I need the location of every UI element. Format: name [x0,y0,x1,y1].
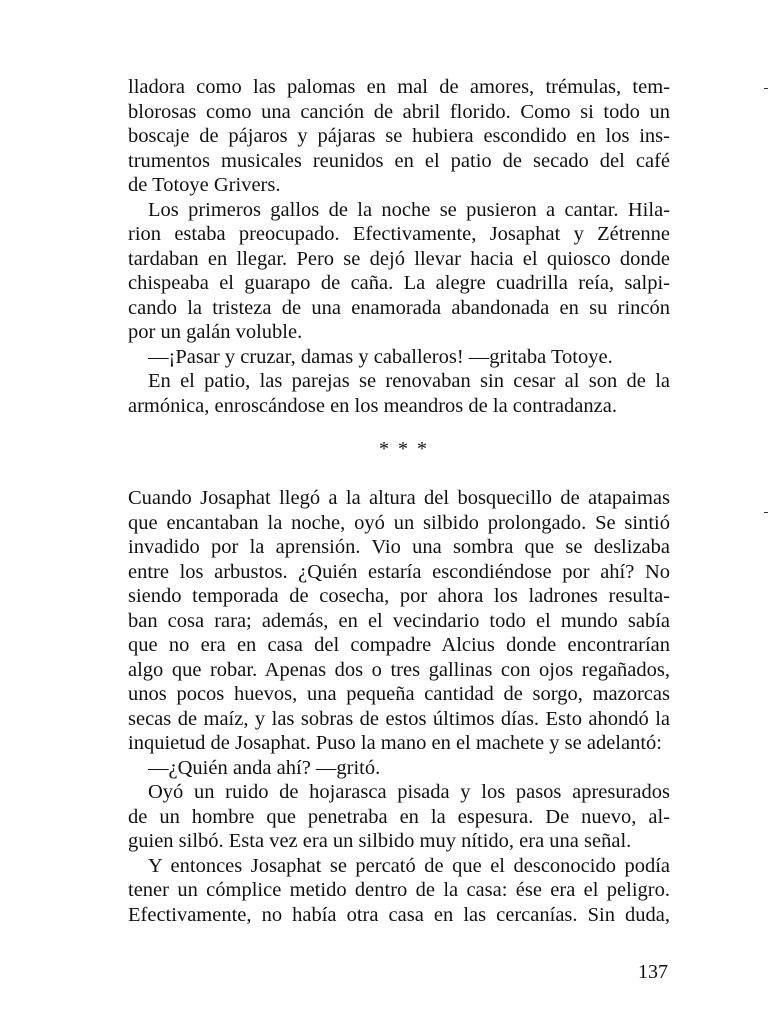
text-line: ban cosa rara; además, en el vecindario todo el mundo sabía [128,609,670,632]
text-line: chispeaba el guarapo de caña. La alegre cuadrilla reía, salpi- [128,272,670,294]
section-separator: * * * [379,438,429,460]
text-line: algo que robar. Apenas dos o tres gallinas con ojos regañados, [128,658,670,681]
text-line: que encantaban la noche, oyó un silbido prolongado. Se sintió [128,511,670,534]
text-line: tardaban en llegar. Pero se dejó llevar hacia el quiosco donde [128,247,670,270]
text-line: blorosas como una canción de abril florido. Como si todo un [128,100,670,123]
text-line: trumentos musicales reunidos en el patio de secado del café [128,149,670,172]
text-line: de Totoye Grivers. [128,174,281,196]
text-line: Oyó un ruido de hojarasca pisada y los pasos apresurados [148,781,670,803]
text-line: rion estaba preocupado. Efectivamente, Josaphat y Zétrenne [128,223,670,245]
text-line: Y entonces Josaphat se percató de que el desconocido podía [148,854,670,877]
text-line: Los primeros gallos de la noche se pusieron a cantar. Hila- [148,198,670,221]
text-line: secas de maíz, y las sobras de estos últimos días. Esto ahondó la [128,707,670,730]
text-line: unos pocos huevos, una pequeña cantidad de sorgo, mazorcas [128,683,670,705]
page-number: 137 [638,961,668,983]
text-line: lladora como las palomas en mal de amores, trémulas, tem- [128,76,670,98]
text-line: Cuando Josaphat llegó a la altura del bosquecillo de atapaimas [128,487,670,509]
text-line: que no era en casa del compadre Alcius donde encontrarían [128,634,670,656]
text-line: siendo temporada de cosecha, por ahora los ladrones resulta- [128,585,670,607]
text-section-after-break [128,486,670,927]
text-line: —¡Pasar y cruzar, damas y caballeros! —gritaba Totoye. [148,345,613,368]
text-line: —¿Quién anda ahí? —gritó. [148,756,381,779]
text-line: tener un cómplice metido dentro de la casa: ése era el peligro. [128,879,670,901]
text-line: invadido por la aprensión. Vio una sombra que se deslizaba [128,536,670,558]
text-line: guien silbó. Esta vez era un silbido muy nítido, era una señal. [128,830,632,852]
text-line: de un hombre que penetraba en la espesura. De nuevo, al- [128,805,670,828]
text-line: En el patio, las parejas se renovaban sin cesar al son de la [148,370,670,392]
text-line: armónica, enroscándose en los meandros de la contradanza. [128,394,617,417]
text-line: Efectivamente, no había otra casa en las cercanías. Sin duda, [128,903,670,926]
scan-edge-mark [764,512,768,513]
text-line: entre los arbustos. ¿Quién estaría escondiéndose por ahí? No [128,560,670,583]
text-line: inquietud de Josaphat. Puso la mano en el machete y se adelantó: [128,732,662,754]
scan-edge-mark [764,88,768,89]
text-section-before-break [128,75,670,418]
book-page [128,0,670,1024]
text-line: cando la tristeza de una enamorada abandonada en su rincón [128,296,670,319]
text-line: boscaje de pájaros y pájaras se hubiera escondido en los ins- [128,125,670,147]
text-line: por un galán voluble. [128,321,303,343]
